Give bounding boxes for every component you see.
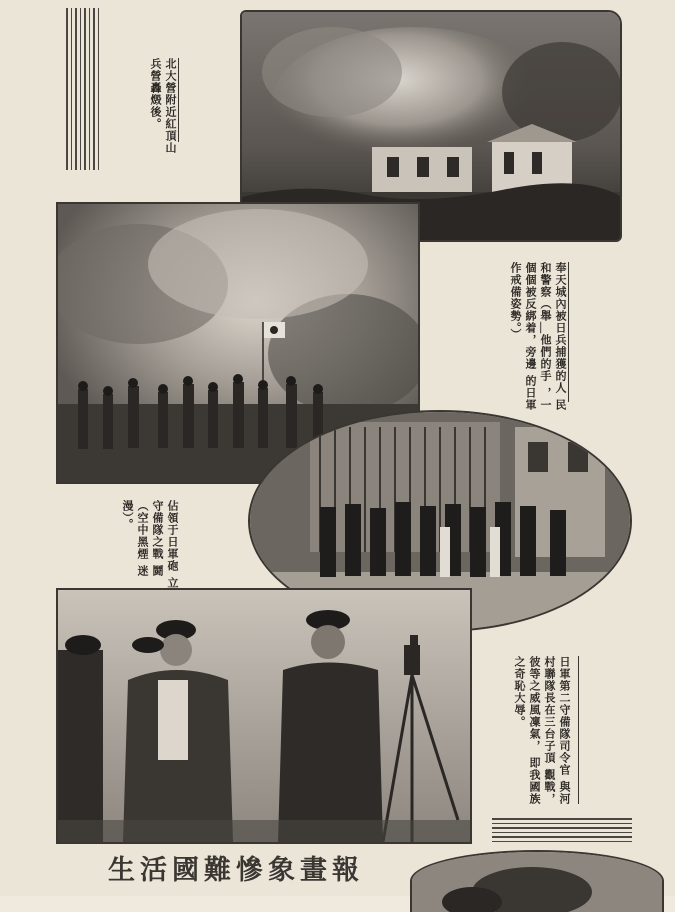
caption-guard-battle	[120, 500, 180, 590]
caption-rule	[578, 656, 579, 804]
partial-photo-icon	[412, 852, 662, 912]
caption-line: 日軍第二守備隊司令官	[558, 656, 571, 776]
caption-line: 鬪（空中黑煙	[136, 500, 164, 577]
photo-officers	[56, 588, 472, 844]
decorative-horizontal-rules	[492, 818, 632, 844]
caption-rule	[178, 58, 179, 142]
photo-partial-bottom	[410, 850, 664, 912]
caption-line: 迷漫）。	[121, 500, 149, 577]
caption-line: 的日軍作戒備姿勢。）	[509, 262, 537, 411]
caption-line: 立守備隊之戰	[151, 500, 179, 589]
caption-line: ，一個個被反綁着，旁邊	[524, 262, 552, 411]
page-title: 生活國難慘象畫報	[108, 855, 364, 886]
caption-line: 佔領于日軍砲	[166, 500, 179, 572]
caption-line: 觀戰，彼等之威風凜氣，	[528, 656, 556, 805]
caption-officers	[512, 656, 572, 806]
caption-line: 民和警察（舉＿他們的手	[539, 262, 567, 411]
officers-portrait-photo	[58, 590, 470, 842]
caption-burning-barracks	[148, 58, 178, 168]
caption-captured-police	[508, 262, 568, 412]
caption-line: 兵營轟燬後。	[149, 58, 162, 130]
caption-line: 即我國族之奇恥大辱。	[513, 656, 541, 805]
caption-line: 與河村聯隊長在三台子頂	[543, 656, 571, 805]
caption-line: 奉天城內被日兵捕獲的人	[554, 262, 567, 394]
caption-rule	[568, 262, 569, 402]
caption-line: 北大營附近紅頂山	[164, 58, 177, 154]
decorative-vertical-rules	[66, 8, 106, 170]
